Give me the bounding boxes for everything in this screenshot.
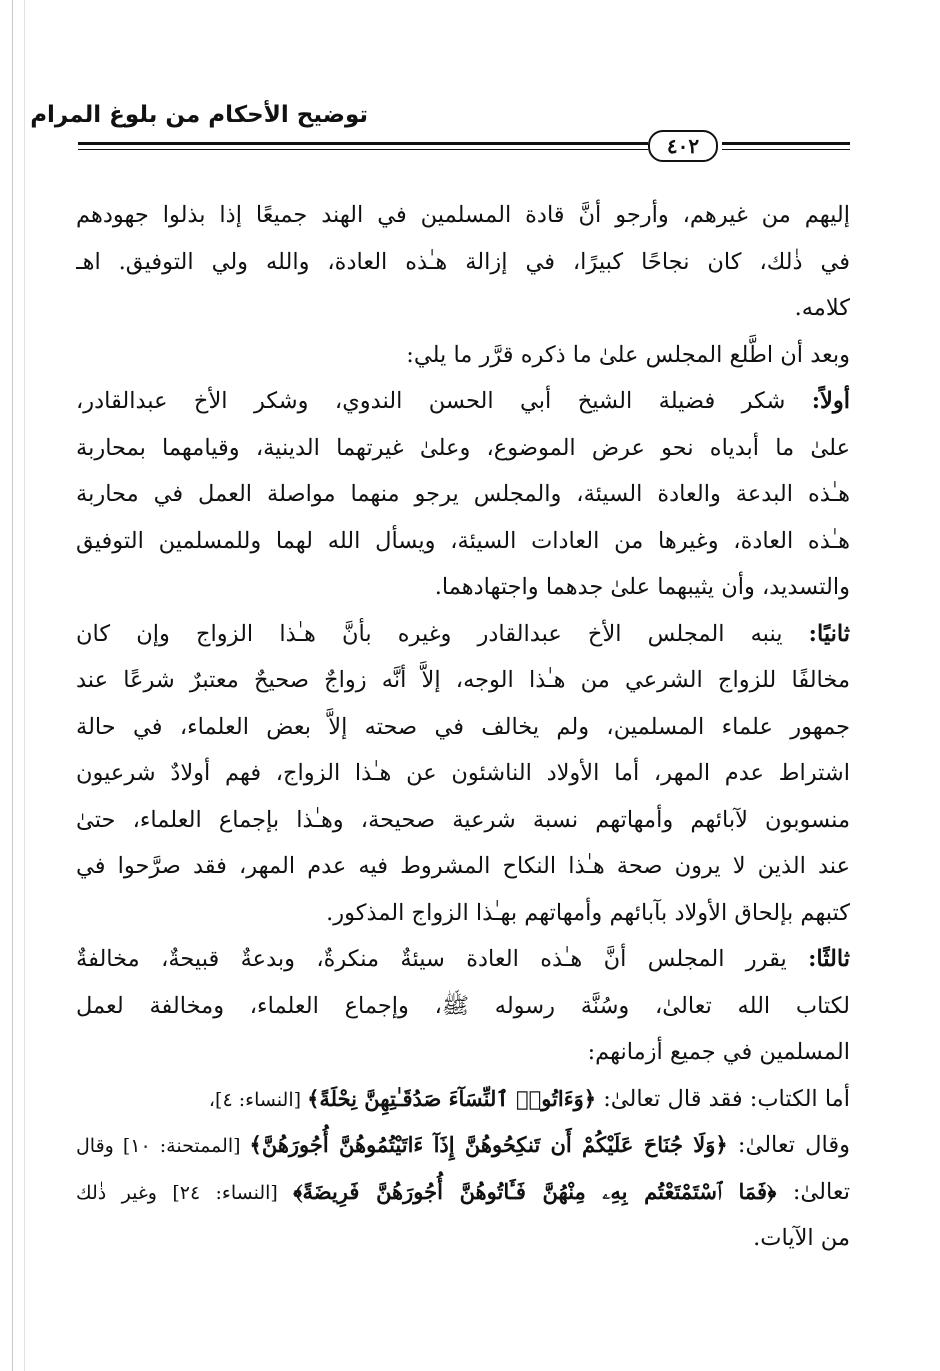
text-segment: أما الكتاب: فقد قال تعالىٰ: <box>596 1085 850 1112</box>
text-segment: وقال تعالىٰ: <box>727 1132 850 1158</box>
text-line: والتسديد، وأن يثيبهما علىٰ جدهما واجتهادهما. <box>434 574 850 600</box>
page-header <box>30 100 850 160</box>
paragraph-third <box>76 936 850 983</box>
paragraph-first <box>76 378 850 425</box>
text-line: جمهور علماء المسلمين، ولم يخالف في صحته إلاَّ بعض العلماء، في حالة <box>76 713 850 740</box>
quran-verse: ﴿فَمَا ٱسْتَمْتَعْتُم بِهِۦ مِنْهُنَّ فَـَٔاتُوهُنَّ أُجُورَهُنَّ فَرِيضَةً﴾ <box>293 1178 777 1204</box>
text-line: وبعد أن اطَّلع المجلس علىٰ ما ذكره قرَّر ما يلي: <box>406 341 850 368</box>
text-line: علىٰ ما أبدياه نحو عرض الموضوع، وعلىٰ غيرتهما الدينية، وقيامهما بمحاربة <box>76 434 850 461</box>
quran-verse: ﴿وَءَاتُوا۟ ٱلنِّسَآءَ صَدُقَـٰتِهِنَّ نِحْلَةً﴾ <box>307 1085 597 1111</box>
verse-reference: [النساء: ٤]، <box>208 1088 308 1111</box>
scan-edge-line <box>12 0 13 1371</box>
paragraph-second <box>76 611 850 658</box>
text-line: من الآيات. <box>753 1225 850 1251</box>
header-rule-left-thin <box>78 149 648 150</box>
quran-line <box>76 1122 850 1169</box>
text-line: شكر فضيلة الشيخ أبي الحسن الندوي، وشكر الأخ عبدالقادر، <box>76 388 812 414</box>
text-line: إليهم من غيرهم، وأرجو أنَّ قادة المسلمين في الهند جميعًا إذا بذلوا جهودهم <box>76 202 850 228</box>
paragraph-lead-first: أولاً: <box>811 388 850 414</box>
text-line: في ذٰلك، كان نجاحًا كبيرًا، في إزالة هـٰذه العادة، والله ولي التوفيق. اهـ <box>76 248 850 275</box>
text-line: هـٰذه البدعة والعادة السيئة، والمجلس يرجو منهما مواصلة العمل في محاربة <box>76 481 850 507</box>
quran-line <box>76 1076 850 1123</box>
header-rule-right-thick <box>722 142 850 145</box>
text-line: هـٰذه العادة، وغيرها من العادات السيئة، ويسأل الله لهما وللمسلمين التوفيق <box>76 527 850 554</box>
paragraph-lead-second: ثانيًا: <box>808 620 850 647</box>
scan-edge-line-inner <box>24 0 25 1371</box>
text-line: المسلمين في جميع أزمانهم: <box>587 1039 850 1065</box>
text-line: لكتاب الله تعالىٰ، وسُنَّة رسوله ﷺ، وإجماع العلماء، ومخالفة لعمل <box>76 992 850 1019</box>
quran-verse: ﴿وَلَا جُنَاحَ عَلَيْكُمْ أَن تَنكِحُوهُنَّ إِذَآ ءَاتَيْتُمُوهُنَّ أُجُورَهُنَّ﴾ <box>249 1132 728 1157</box>
text-line: كلامه. <box>794 295 850 321</box>
body-text <box>76 192 850 1262</box>
text-line: يقرر المجلس أنَّ هـٰذه العادة سيئةٌ منكرةٌ، وبدعةٌ قبيحةٌ، مخالفةٌ <box>76 946 809 972</box>
header-rule-left-thick <box>78 142 648 145</box>
text-segment: تعالىٰ: <box>776 1178 850 1205</box>
book-title: توضيح الأحكام من بلوغ المرام <box>30 102 368 128</box>
text-line: عند الذين لا يرون صحة هـٰذا النكاح المشروط فيه عدم المهر، فقد صرَّحوا في <box>76 853 850 879</box>
quran-line <box>76 1169 850 1216</box>
page-number: ٤٠٢ <box>648 130 718 162</box>
text-line: كتبهم بإلحاق الأولاد بآبائهم وأمهاتهم بهـٰذا الزواج المذكور. <box>326 899 850 926</box>
header-rule-right-thin <box>722 149 850 150</box>
text-line: اشتراط عدم المهر، أما الأولاد الناشئون عن هـٰذا الزواج، فهم أولادٌ شرعيون <box>76 760 850 786</box>
verse-reference: [الممتحنة: ١٠] وقال <box>76 1135 250 1157</box>
text-line: منسوبون لآبائهم وأمهاتهم نسبة شرعية صحيحة، وهـٰذا بإجماع العلماء، حتىٰ <box>76 806 850 833</box>
paragraph-lead-third: ثالثًا: <box>808 946 850 972</box>
text-line: ينبه المجلس الأخ عبدالقادر وغيره بأنَّ هـٰذا الزواج وإن كان <box>76 620 809 647</box>
text-line: مخالفًا للزواج الشرعي من هـٰذا الوجه، إلاَّ أنَّه زواجٌ صحيحٌ معتبرٌ شرعًا عند <box>76 667 850 693</box>
verse-reference: [النساء: ٢٤] وغير ذٰلك <box>76 1181 294 1204</box>
